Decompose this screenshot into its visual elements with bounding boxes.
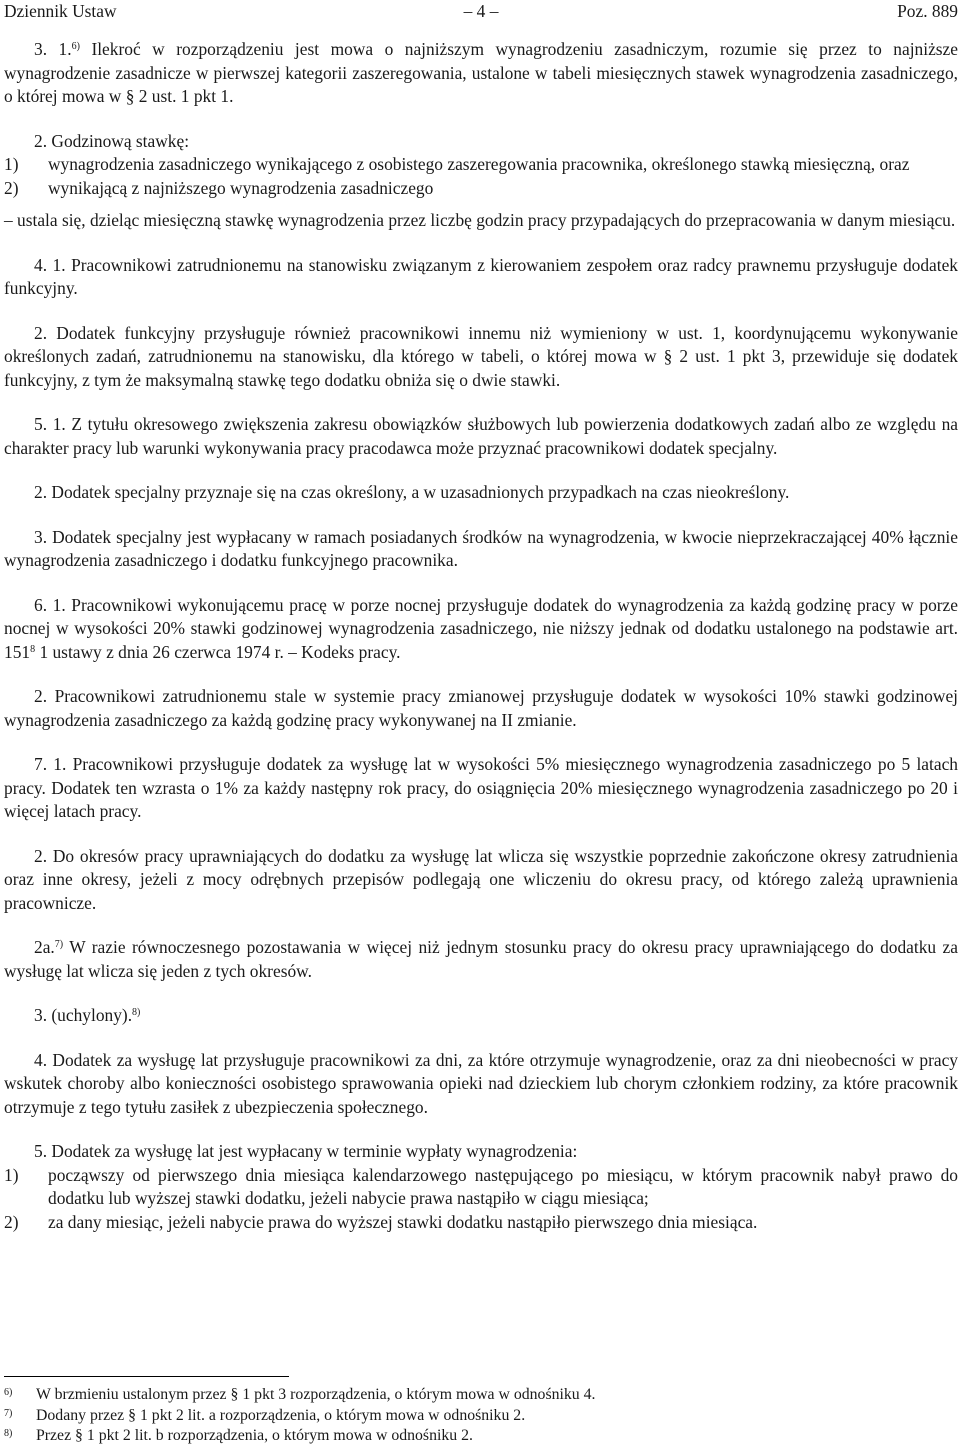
list-number: 1) <box>4 154 19 174</box>
footnote <box>4 1406 958 1427</box>
list-text: wynikającą z najniższego wynagrodzenia zasadniczego <box>48 177 434 198</box>
footnote-ref: 6) <box>71 41 80 52</box>
page-header <box>4 0 958 24</box>
paragraph-6-1 <box>4 594 958 665</box>
paragraph-number: 2a. <box>34 937 55 957</box>
list-item <box>4 1211 958 1235</box>
paragraph-5-2: 2. Dodatek specjalny przyznaje się na czas określony, a w uzasadnionych przypadkach na czas nieokreślony. <box>34 482 790 502</box>
footnote-text: Dodany przez § 1 pkt 2 lit. a rozporządzenia, o którym mowa w odnośniku 2. <box>36 1406 526 1424</box>
paragraph-text: 1 ustawy z dnia 26 czerwca 1974 r. – Kodeks pracy. <box>35 641 401 662</box>
paragraph-5-3: 3. Dodatek specjalny jest wypłacany w ramach posiadanych środków na wynagrodzenia, w kwocie nieprzekraczającej 40% łącznie wynagrodzenia zasadniczego i dodatku funkcyjnego pracownika. <box>4 526 958 570</box>
list-text: za dany miesiąc, jeżeli nabycie prawa do wyższej stawki dodatku nastąpiło pierwszego dnia miesiąca. <box>48 1211 758 1232</box>
paragraph-7-1: 7. 1. Pracownikowi przysługuje dodatek za wysługę lat w wysokości 5% miesięcznego wynagrodzenia zasadniczego po 5 latach pracy. Dodatek ten wzrasta o 1% za każdy następny rok pracy, do osiągnięcia 20% miesięcznego wynagrodzenia zasadniczego po 20 i więcej latach pracy. <box>4 754 958 821</box>
footnote <box>4 1426 958 1447</box>
paragraph-7-5: 5. Dodatek za wysługę lat jest wypłacany w terminie wypłaty wynagrodzenia: <box>34 1141 578 1161</box>
list-item <box>4 177 958 201</box>
list-item <box>4 153 958 177</box>
footnote-number: 7) <box>4 1407 13 1419</box>
footnote-ref: 7) <box>54 939 64 950</box>
list-number: 2) <box>4 1211 19 1232</box>
paragraph-text: Ilekroć w rozporządzeniu jest mowa o najniższym wynagrodzeniu zasadniczym, rozumie się przez to najniższe wynagrodzenie zasadnicze w pierwszej kategorii zaszeregowania, ustalone w tabeli miesięcznych stawek wynagrodzenia zasadniczego, o której mowa w § 2 ust. 1 pkt 1. <box>4 39 958 106</box>
footnotes <box>4 1385 958 1447</box>
paragraph-text: 3. (uchylony). <box>34 1005 133 1025</box>
position-number: Poz. 889 <box>897 1 958 21</box>
paragraph-number: 3. 1. <box>34 39 72 59</box>
footnote-divider <box>4 1376 289 1377</box>
footnote <box>4 1385 958 1406</box>
paragraph-7-3 <box>4 1004 958 1028</box>
document-body <box>4 38 958 1234</box>
paragraph-4-2: 2. Dodatek funkcyjny przysługuje również pracownikowi innemu niż wymieniony w ust. 1, koordynującemu wykonywanie określonych zadań, zatrudnionemu na stanowisku, dla którego w tabeli, o której mowa w § 2 ust. 1 pkt 3, przewiduje się dodatek funkcyjny, z tym że maksymalną stawkę tego dodatku obniża się o dwie stawki. <box>4 322 958 390</box>
footnote-number: 8) <box>4 1428 13 1439</box>
footnote-text: Przez § 1 pkt 2 lit. b rozporządzenia, o którym mowa w odnośniku 2. <box>36 1427 473 1444</box>
journal-title: Dziennik Ustaw <box>4 1 117 21</box>
footnote-ref: 8) <box>132 1007 141 1018</box>
paragraph-7-2: 2. Do okresów pracy uprawniających do dodatku za wysługę lat wlicza się wszystkie poprzednie zakończone okresy zatrudnienia oraz inne okresy, jeżeli z mocy odrębnych przepisów podlegają one wliczeniu do okresu pracy, od którego zależą uprawnienia pracownicze. <box>4 845 958 913</box>
paragraph-3-2: 2. Godzinową stawkę: <box>34 130 190 151</box>
list-item <box>4 1164 958 1211</box>
paragraph-text: 6. 1. Pracownikowi wykonującemu pracę w porze nocnej przysługuje dodatek do wynagrodzenia za każdą godzinę pracy w porze nocnej w wysokości 20% stawki godzinowej wynagrodzenia zasadniczego, nie niższy jednak od dodatku ustalonego na podstawie art. 151 <box>4 594 958 662</box>
footnote-number: 6) <box>4 1387 13 1398</box>
paragraph-3-2-tail: – ustala się, dzieląc miesięczną stawkę wynagrodzenia przez liczbę godzin pracy przypadających do przepracowania w danym miesiącu. <box>4 210 956 230</box>
paragraph-7-4: 4. Dodatek za wysługę lat przysługuje pracownikowi za dni, za które otrzymuje wynagrodzenie, oraz za dni nieobecności w pracy wskutek choroby albo konieczności osobistego sprawowania opieki nad dzieckiem lub chorym członkiem rodziny, za które pracownik otrzymuje z tego tytułu zasiłek z ubezpieczenia społecznego. <box>4 1049 958 1117</box>
paragraph-3-1 <box>4 38 958 109</box>
list-number: 2) <box>4 177 19 198</box>
paragraph-5-1: 5. 1. Z tytułu okresowego zwiększenia zakresu obowiązków służbowych lub powierzenia dodatkowych zadań albo ze względu na charakter pracy lub warunki wykonywania pracy pracodawca może przyznać pracownikowi dodatek specjalny. <box>4 414 958 458</box>
article-superscript: 8 <box>30 643 36 655</box>
paragraph-7-2a <box>4 936 958 983</box>
list-text: wynagrodzenia zasadniczego wynikającego z osobistego zaszeregowania pracownika, określonego stawką miesięczną, oraz <box>48 154 910 174</box>
paragraph-text: W razie równoczesnego pozostawania w więcej niż jednym stosunku pracy do okresu pracy uprawniającego do dodatku za wysługę lat wlicza się jeden z tych okresów. <box>4 937 958 981</box>
list-number: 1) <box>4 1164 19 1185</box>
page-number: – 4 – <box>463 1 499 21</box>
paragraph-4-1: 4. 1. Pracownikowi zatrudnionemu na stanowisku związanym z kierowaniem zespołem oraz radcy prawnemu przysługuje dodatek funkcyjny. <box>4 254 958 298</box>
list-text: począwszy od pierwszego dnia miesiąca kalendarzowego następującego po miesiącu, w którym pracownik nabył prawo do dodatku lub wyższej stawki dodatku, jeżeli nabycie prawa nastąpiło w ciągu miesiąca; <box>48 1164 958 1208</box>
footnote-text: W brzmieniu ustalonym przez § 1 pkt 3 rozporządzenia, o którym mowa w odnośniku 4. <box>36 1386 596 1403</box>
paragraph-6-2: 2. Pracownikowi zatrudnionemu stale w systemie pracy zmianowej przysługuje dodatek w wysokości 10% stawki godzinowej wynagrodzenia zasadniczego za każdą godzinę pracy wykonywanej na II zmianie. <box>4 686 958 730</box>
